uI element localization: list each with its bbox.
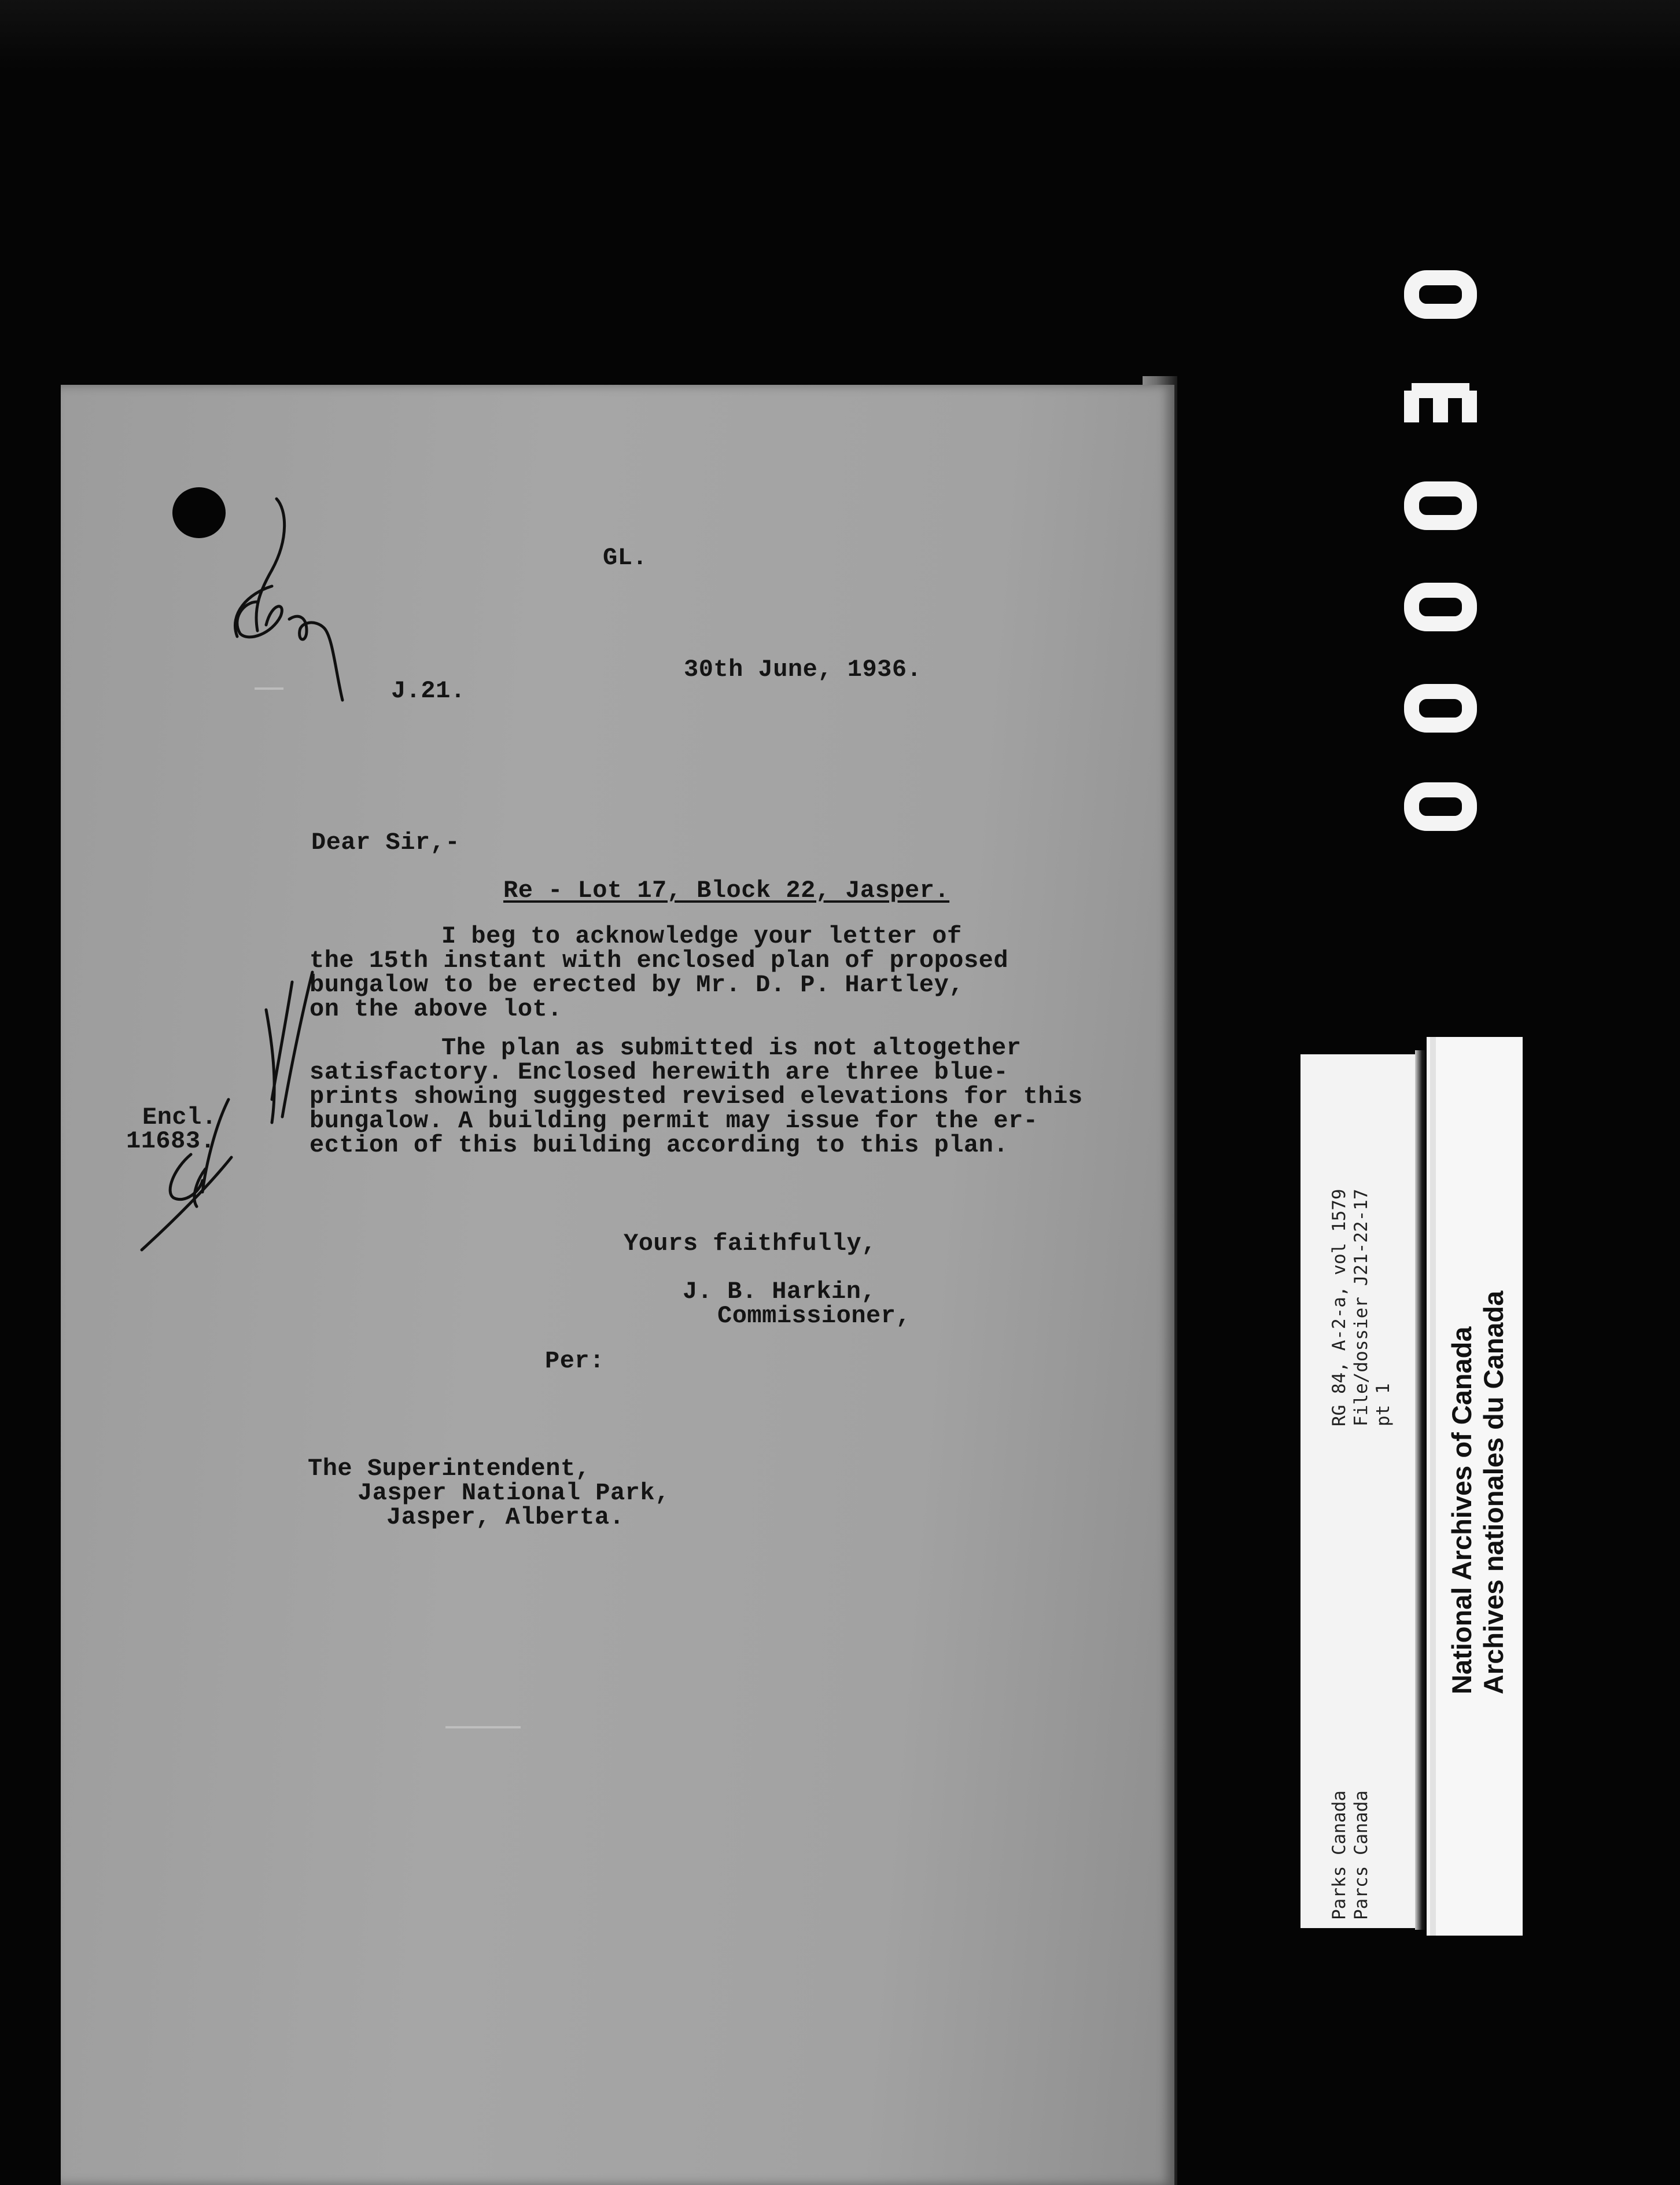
subject-line: Re - Lot 17, Block 22, Jasper. [503,877,950,904]
archive-creator-line: Parcs Canada [1351,1790,1372,1920]
archive-reference-line: RG 84, A-2-a, vol 1579 [1329,1189,1350,1426]
letter-sheet [61,385,1174,2185]
letter-date: 30th June, 1936. [684,656,922,683]
label-divider [1430,1037,1436,1936]
per-line: Per: [545,1347,605,1375]
label-edge [1415,1050,1427,1930]
enclosure-note: Encl. [142,1103,217,1131]
frame-number [1400,266,1481,845]
body-line: satisfactory. Enclosed herewith are three blue- [310,1058,1009,1086]
archive-reference-line: pt 1 [1373,1383,1394,1426]
body-line: on the above lot. [310,995,562,1023]
signatory-title: Commissioner, [717,1302,911,1330]
archive-institution-en: National Archives of Canada [1446,1326,1477,1694]
body-line: the 15th instant with enclosed plan of proposed [310,947,1009,974]
salutation: Dear Sir,- [311,829,460,856]
body-line: bungalow to be erected by Mr. D. P. Hartley, [310,971,964,999]
body-line: bungalow. A building permit may issue for the er- [310,1107,1038,1135]
film-edge [0,0,1680,69]
enclosure-number: 11683. [126,1127,216,1155]
archive-creator-line: Parks Canada [1329,1790,1350,1920]
body-line: ection of this building according to this plan. [310,1131,1009,1159]
addressee-line: Jasper, Alberta. [386,1503,625,1531]
reference-code: J.21. [391,677,466,705]
file-code: GL. [603,544,648,572]
body-line: prints showing suggested revised elevations for this [310,1083,1083,1110]
closing: Yours faithfully, [624,1230,876,1257]
addressee-line: The Superintendent, [308,1455,591,1483]
archive-institution-fr: Archives nationales du Canada [1478,1290,1509,1694]
signatory-name: J. B. Harkin, [683,1278,876,1305]
archive-reference-line: File/dossier J21-22-17 [1351,1189,1372,1426]
body-line: The plan as submitted is not altogether [441,1034,1022,1062]
body-line: I beg to acknowledge your letter of [441,922,962,950]
punch-hole [172,487,226,538]
addressee-line: Jasper National Park, [358,1479,670,1507]
